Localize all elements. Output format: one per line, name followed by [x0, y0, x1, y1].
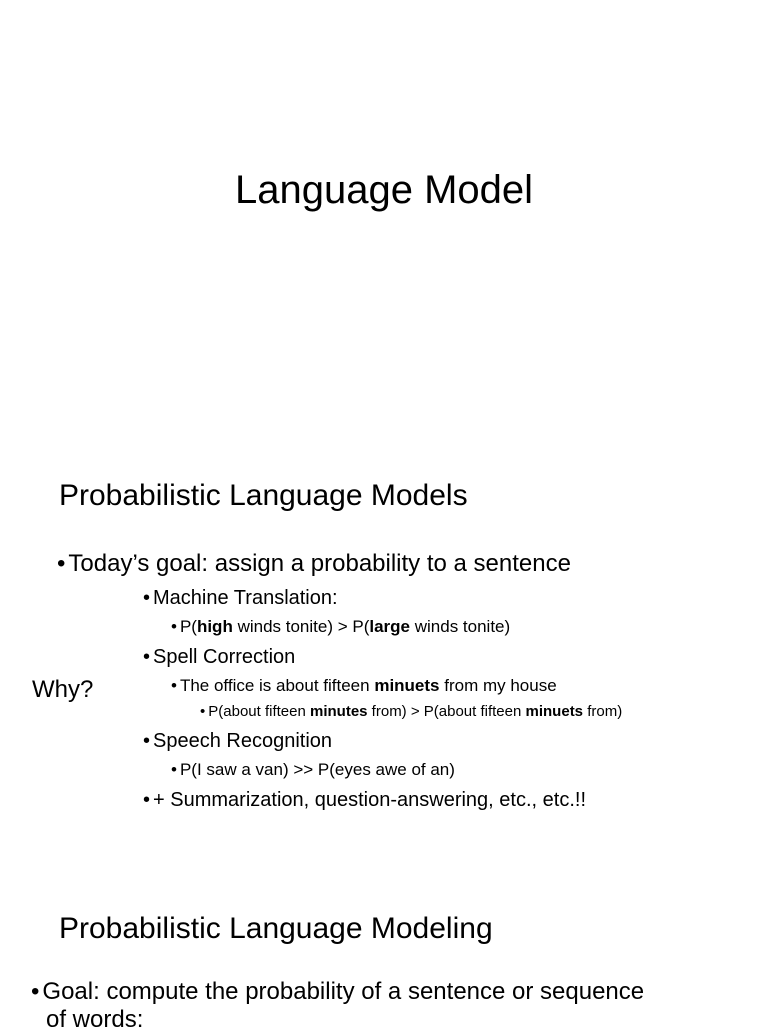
bullet-dot: • — [31, 978, 40, 1005]
why-label: Why? — [32, 676, 94, 703]
spell-sub-bold-minutes: minutes — [310, 703, 368, 720]
mt-example-suffix: winds tonite) — [410, 617, 511, 636]
spell-example-bold: minuets — [374, 676, 440, 695]
bullet-goal-text: Today’s goal: assign a probability to a sentence — [68, 550, 571, 577]
slide-heading-models: Probabilistic Language Models — [59, 479, 468, 512]
bullet-speech-recognition — [143, 729, 332, 753]
spell-example-prefix: The office is about fifteen — [179, 676, 375, 695]
bullet-spell-sub-example — [200, 703, 622, 721]
bullet-spell-correction — [143, 645, 295, 669]
bullet-dot: • — [143, 646, 151, 668]
bullet-dot: • — [143, 730, 151, 752]
bullet-mt-example — [171, 617, 510, 637]
bullet-more-applications — [143, 788, 586, 812]
mt-example-bold-high: high — [196, 617, 233, 636]
bullet-dot: • — [171, 676, 177, 695]
spell-sub-prefix: P(about fifteen — [208, 703, 310, 720]
bullet-goal — [57, 550, 571, 578]
spell-example-suffix: from my house — [439, 676, 557, 695]
spell-sub-bold-minuets: minuets — [525, 703, 584, 720]
bullet-dot: • — [143, 789, 151, 811]
bullet-mt-label: Machine Translation: — [153, 587, 338, 609]
bullet-spell-example — [171, 676, 557, 696]
bullet-dot: • — [171, 617, 177, 636]
bullet-dot: • — [143, 587, 151, 609]
bullet-dot: • — [200, 703, 206, 720]
spell-sub-suffix: from) — [583, 703, 623, 720]
bullet-speech-example — [171, 760, 455, 780]
bullet-dot: • — [57, 550, 66, 577]
mt-example-bold-large: large — [369, 617, 411, 636]
bullet-machine-translation — [143, 586, 338, 610]
compute-goal-continuation — [46, 1006, 143, 1034]
speech-example-text: P(I saw a van) >> P(eyes awe of an) — [179, 760, 455, 779]
slide-title: Language Model — [234, 168, 534, 212]
spell-sub-mid: from) > P(about fifteen — [367, 703, 526, 720]
compute-goal-line1: Goal: compute the probability of a sentence or sequence — [42, 978, 645, 1005]
bullet-more-text: + Summarization, question-answering, etc., etc.!! — [153, 789, 586, 811]
bullet-speech-label: Speech Recognition — [153, 730, 333, 752]
mt-example-mid: winds tonite) > P( — [232, 617, 370, 636]
mt-example-prefix: P( — [179, 617, 197, 636]
compute-goal-line2: of words: — [46, 1006, 144, 1033]
slide-heading-modeling: Probabilistic Language Modeling — [59, 912, 493, 945]
bullet-dot: • — [171, 760, 177, 779]
bullet-compute-goal — [31, 978, 644, 1006]
bullet-spell-label: Spell Correction — [153, 646, 296, 668]
